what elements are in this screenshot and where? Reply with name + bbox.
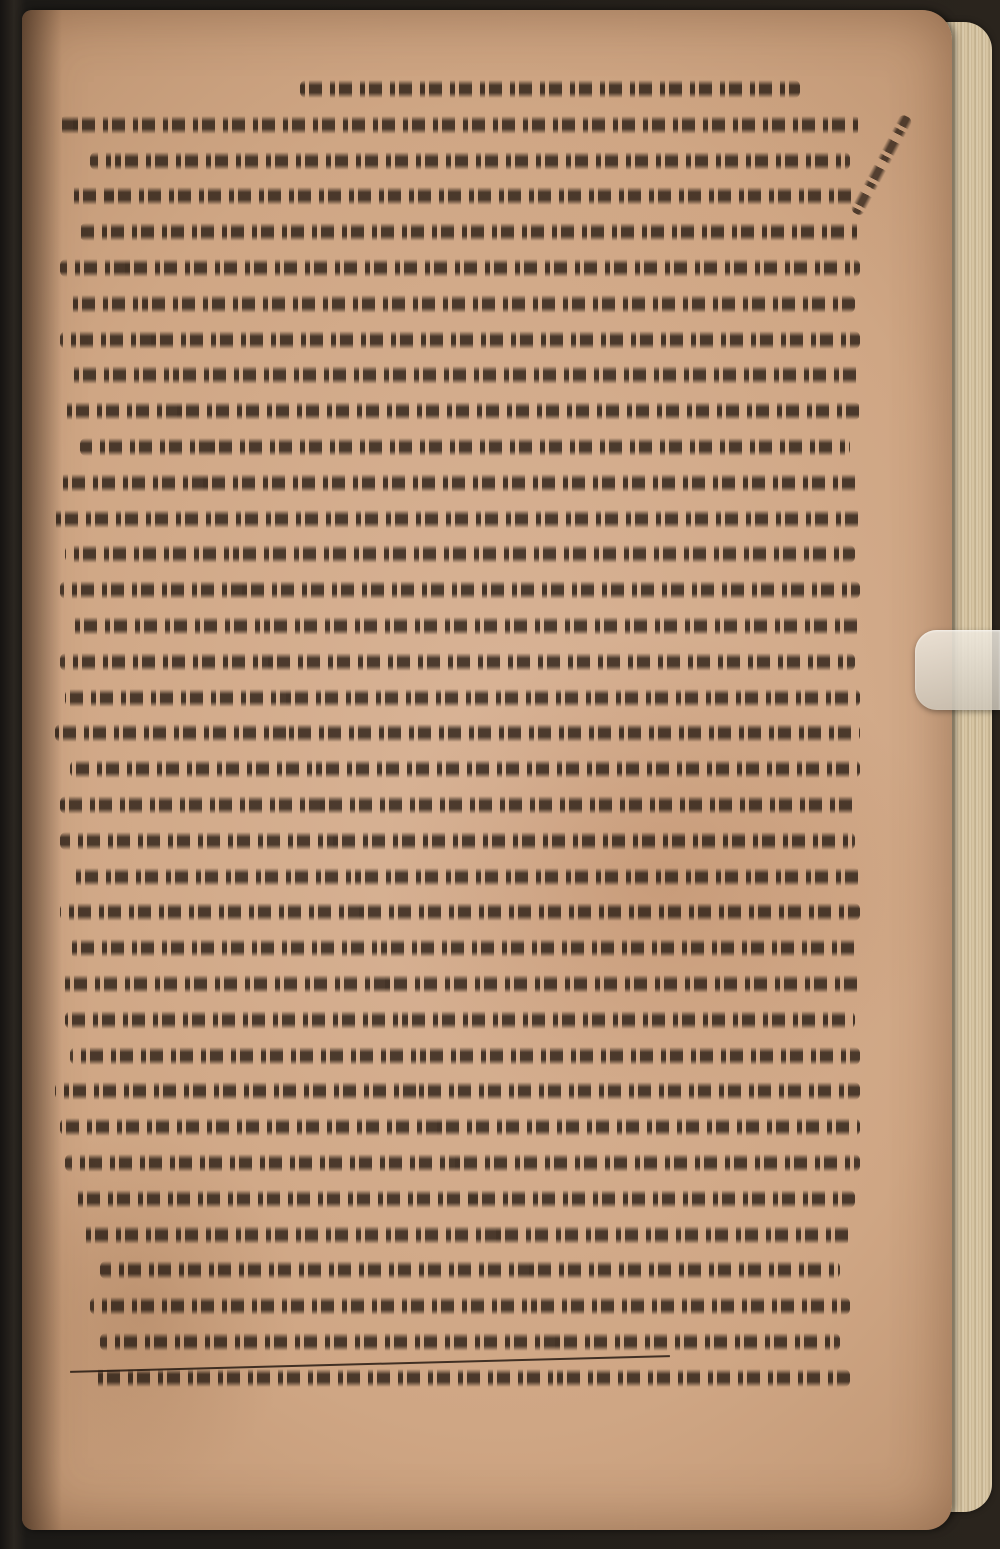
handwritten-script-stroke (70, 1047, 860, 1065)
manuscript-line (40, 500, 860, 536)
manuscript-line (40, 70, 860, 106)
manuscript-line (40, 1287, 860, 1323)
handwritten-script-stroke (55, 724, 860, 742)
manuscript-line (40, 1180, 860, 1216)
manuscript-line (40, 1323, 860, 1359)
manuscript-line (40, 571, 860, 607)
handwritten-script-stroke (60, 796, 860, 814)
handwritten-script-stroke (80, 1226, 850, 1244)
handwritten-script-stroke (60, 581, 860, 599)
handwritten-script-stroke (80, 223, 860, 241)
handwritten-script-stroke (55, 1082, 860, 1100)
manuscript-line (40, 607, 860, 643)
manuscript-line (40, 679, 860, 715)
manuscript-line (40, 750, 860, 786)
handwritten-script-stroke (65, 1154, 860, 1172)
handwritten-script-stroke (70, 939, 860, 957)
manuscript-line (40, 1359, 860, 1395)
manuscript-line (40, 356, 860, 392)
handwritten-script-stroke (70, 1190, 855, 1208)
manuscript-line (40, 643, 860, 679)
handwritten-script-stroke (60, 331, 860, 349)
manuscript-line (40, 249, 860, 285)
manuscript-line (40, 1001, 860, 1037)
manuscript-line (40, 142, 860, 178)
handwritten-script-stroke (60, 474, 860, 492)
handwritten-script-stroke (65, 1011, 855, 1029)
handwritten-script-stroke (70, 617, 860, 635)
manuscript-line (40, 1216, 860, 1252)
handwritten-script-stroke (300, 80, 800, 98)
manuscript-line (40, 1144, 860, 1180)
manuscript-line (40, 535, 860, 571)
manuscript-line (40, 285, 860, 321)
manuscript-line (40, 392, 860, 428)
manuscript-line (40, 858, 860, 894)
manuscript-line (40, 1108, 860, 1144)
handwritten-script-stroke (60, 903, 860, 921)
handwritten-script-stroke (65, 295, 855, 313)
handwritten-script-stroke (65, 545, 855, 563)
handwritten-script-stroke (70, 868, 860, 886)
manuscript-line (40, 106, 860, 142)
manuscript-line (40, 213, 860, 249)
handwritten-script-stroke (90, 1369, 850, 1387)
handwritten-script-stroke (50, 510, 860, 528)
handwritten-script-stroke (60, 116, 860, 134)
handwritten-script-stroke (100, 1261, 840, 1279)
manuscript-line (40, 464, 860, 500)
manuscript-text-block (40, 70, 860, 1400)
manuscript-line (40, 822, 860, 858)
handwritten-script-stroke (70, 187, 855, 205)
handwritten-script-stroke (70, 366, 860, 384)
manuscript-line (40, 1072, 860, 1108)
handwritten-script-stroke (60, 402, 860, 420)
handwritten-script-stroke (60, 259, 860, 277)
page-tab-clip (915, 630, 1000, 710)
manuscript-line (40, 929, 860, 965)
handwritten-script-stroke (80, 438, 850, 456)
manuscript-line (40, 714, 860, 750)
handwritten-script-stroke (60, 975, 860, 993)
handwritten-script-stroke (90, 1297, 850, 1315)
handwritten-script-stroke (60, 832, 855, 850)
manuscript-line (40, 893, 860, 929)
handwritten-script-stroke (70, 760, 860, 778)
manuscript-line (40, 321, 860, 357)
manuscript-line (40, 177, 860, 213)
handwritten-script-stroke (90, 152, 850, 170)
manuscript-line (40, 1037, 860, 1073)
manuscript-line (40, 786, 860, 822)
manuscript-line (40, 965, 860, 1001)
manuscript-line (40, 428, 860, 464)
handwritten-script-stroke (60, 1118, 860, 1136)
handwritten-script-stroke (65, 689, 860, 707)
handwritten-script-stroke (60, 653, 855, 671)
handwritten-script-stroke (100, 1333, 840, 1351)
manuscript-line (40, 1251, 860, 1287)
